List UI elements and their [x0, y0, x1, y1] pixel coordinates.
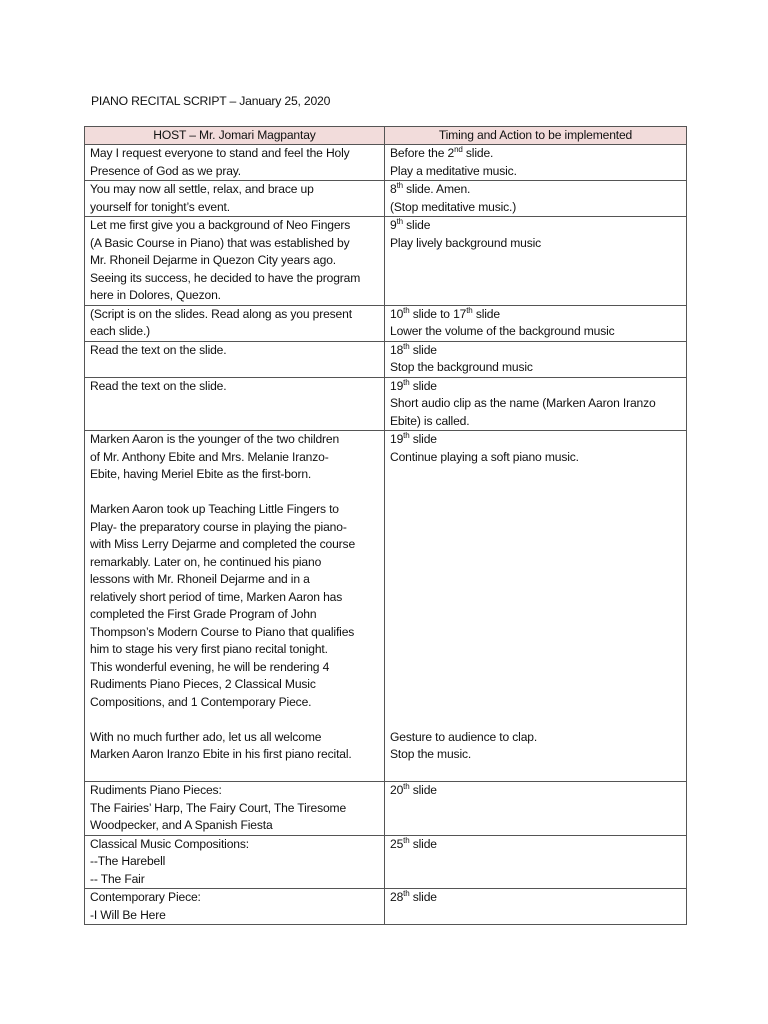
- cell-line: [390, 342, 681, 360]
- cell-line: [390, 889, 681, 907]
- timing-action-cell: [385, 782, 687, 836]
- host-script-cell: [85, 145, 385, 181]
- cell-line: Presence of God as we pray.: [90, 163, 242, 178]
- table-row: [85, 889, 687, 925]
- cell-line: [390, 306, 681, 324]
- line-text: 19: [390, 432, 404, 446]
- blank-line: [390, 641, 681, 659]
- cell-line: [390, 782, 681, 800]
- blank-line: [390, 589, 681, 607]
- cell-line: May I request everyone to stand and feel the Holy: [90, 146, 350, 160]
- blank-line: [390, 711, 681, 729]
- cell-line: of Mr. Anthony Ebite and Mrs. Melanie Iranzo-: [90, 449, 329, 464]
- line-text: slide: [409, 890, 437, 904]
- ordinal-suffix: th: [403, 377, 410, 387]
- line-text: 25: [390, 836, 404, 851]
- line-text: slide to 17: [409, 306, 467, 321]
- cell-line: Play- the preparatory course in playing the piano-: [90, 519, 347, 534]
- ordinal-suffix: th: [403, 888, 410, 898]
- cell-line: Let me first give you a background of Neo Fingers: [90, 218, 351, 232]
- cell-line: lessons with Mr. Rhoneil Dejarme and in a: [90, 572, 310, 586]
- ordinal-suffix: th: [403, 341, 410, 351]
- cell-line: Compositions, and 1 Contemporary Piece.: [90, 694, 312, 709]
- table-header-row: [85, 127, 687, 145]
- line-text: 10: [390, 306, 404, 321]
- cell-line: The Fairies’ Harp, The Fairy Court, The Tiresome: [90, 800, 347, 815]
- cell-line: Read the text on the slide.: [90, 342, 227, 357]
- blank-line: [390, 501, 681, 519]
- ordinal-suffix: th: [403, 835, 410, 845]
- host-script-cell: [85, 305, 385, 341]
- host-script-cell: [85, 341, 385, 377]
- cell-line: Rudiments Piano Pieces:: [90, 783, 222, 797]
- table-body: [85, 145, 687, 925]
- cell-line: --The Harebell: [90, 854, 166, 868]
- cell-line: Short audio clip as the name (Marken Aaron Iranzo: [390, 396, 656, 410]
- timing-action-cell: [385, 181, 687, 217]
- cell-line: -- The Fair: [90, 871, 145, 886]
- table-row: [85, 145, 687, 181]
- ordinal-suffix: th: [466, 305, 473, 315]
- line-text: slide: [472, 306, 500, 321]
- blank-line: [390, 676, 681, 694]
- cell-line: [390, 836, 681, 854]
- blank-line: [390, 519, 681, 537]
- cell-line: Woodpecker, and A Spanish Fiesta: [90, 818, 273, 832]
- ordinal-suffix: nd: [454, 144, 463, 154]
- timing-action-cell: [385, 305, 687, 341]
- blank-line: [390, 606, 681, 624]
- table-row: [85, 782, 687, 836]
- cell-line: (Script is on the slides. Read along as you present: [90, 306, 352, 321]
- table-row: [85, 431, 687, 782]
- line-text: slide.: [462, 146, 494, 160]
- cell-line: This wonderful evening, he will be rendering 4: [90, 659, 330, 674]
- blank-line: [90, 484, 379, 502]
- blank-line: [390, 659, 681, 677]
- cell-line: -I Will Be Here: [90, 907, 166, 922]
- host-script-cell: [85, 782, 385, 836]
- cell-line: yourself for tonight’s event.: [90, 199, 230, 214]
- cell-line: here in Dolores, Quezon.: [90, 288, 221, 302]
- line-text: 19: [390, 378, 404, 393]
- blank-line: [390, 466, 681, 484]
- table-row: [85, 835, 687, 889]
- cell-line: Stop the music.: [390, 747, 472, 761]
- line-text: 18: [390, 342, 404, 357]
- cell-line: Rudiments Piano Pieces, 2 Classical Music: [90, 677, 316, 691]
- cell-line: relatively short period of time, Marken Aaron has: [90, 589, 343, 604]
- ordinal-suffix: th: [403, 781, 410, 791]
- line-text: slide: [409, 432, 437, 446]
- ordinal-suffix: th: [403, 305, 410, 315]
- cell-line: him to stage his very first piano recital tonight.: [90, 642, 328, 656]
- timing-action-cell: [385, 377, 687, 431]
- cell-line: (A Basic Course in Piano) that was established by: [90, 235, 350, 250]
- cell-line: with Miss Lerry Dejarme and completed the course: [90, 537, 356, 551]
- cell-line: Marken Aaron took up Teaching Little Fingers to: [90, 502, 339, 516]
- blank-line: [390, 554, 681, 572]
- host-script-cell: [85, 217, 385, 306]
- cell-line: Stop the background music: [390, 360, 533, 374]
- line-text: slide: [402, 218, 431, 232]
- cell-line: [390, 431, 681, 449]
- cell-line: With no much further ado, let us all welcome: [90, 729, 322, 744]
- timing-action-cell: [385, 431, 687, 782]
- cell-line: completed the First Grade Program of John: [90, 607, 317, 621]
- line-text: slide: [409, 342, 437, 357]
- cell-line: Play a meditative music.: [390, 163, 517, 178]
- cell-line: [390, 378, 681, 396]
- host-script-cell: [85, 835, 385, 889]
- timing-action-cell: [385, 145, 687, 181]
- cell-line: Marken Aaron Iranzo Ebite in his first piano recital.: [90, 747, 352, 761]
- line-text: slide. Amen.: [402, 182, 471, 196]
- host-script-cell: [85, 377, 385, 431]
- cell-line: Lower the volume of the background music: [390, 324, 615, 338]
- cell-line: [390, 145, 681, 163]
- cell-line: Mr. Rhoneil Dejarme in Quezon City years ago.: [90, 253, 336, 267]
- line-text: slide: [409, 836, 437, 851]
- cell-line: Ebite) is called.: [390, 413, 470, 428]
- cell-line: Ebite, having Meriel Ebite as the first-born.: [90, 467, 312, 481]
- cell-line: [390, 181, 681, 199]
- cell-line: Contemporary Piece:: [90, 890, 201, 904]
- blank-line: [390, 484, 681, 502]
- ordinal-suffix: th: [396, 216, 403, 226]
- ordinal-suffix: th: [403, 430, 410, 440]
- recital-script-table: [84, 126, 687, 925]
- timing-action-cell: [385, 835, 687, 889]
- table-row: [85, 181, 687, 217]
- blank-line: [90, 711, 379, 729]
- host-script-cell: [85, 889, 385, 925]
- cell-line: Classical Music Compositions:: [90, 836, 249, 851]
- table-row: [85, 377, 687, 431]
- timing-action-cell: [385, 341, 687, 377]
- timing-action-cell: [385, 217, 687, 306]
- line-text: 28: [390, 890, 404, 904]
- cell-line: Read the text on the slide.: [90, 378, 227, 393]
- cell-line: Thompson’s Modern Course to Piano that qualifies: [90, 624, 355, 639]
- blank-line: [390, 624, 681, 642]
- cell-line: Play lively background music: [390, 235, 542, 250]
- cell-line: [390, 217, 681, 235]
- cell-line: Continue playing a soft piano music.: [390, 449, 579, 464]
- cell-line: remarkably. Later on, he continued his piano: [90, 554, 322, 569]
- cell-line: You may now all settle, relax, and brace up: [90, 182, 314, 196]
- host-column-header: HOST – Mr. Jomari Magpantay: [85, 127, 385, 145]
- host-script-cell: [85, 181, 385, 217]
- ordinal-suffix: th: [396, 180, 403, 190]
- document-title: PIANO RECITAL SCRIPT – January 25, 2020: [91, 94, 331, 108]
- blank-line: [390, 571, 681, 589]
- table-row: [85, 305, 687, 341]
- cell-line: Seeing its success, he decided to have the program: [90, 270, 361, 285]
- timing-action-cell: [385, 889, 687, 925]
- line-text: slide: [409, 378, 437, 393]
- line-text: 20: [390, 783, 404, 797]
- line-text: 9: [390, 218, 397, 232]
- table-row: [85, 217, 687, 306]
- cell-line: Gesture to audience to clap.: [390, 729, 538, 744]
- line-text: Before the 2: [390, 146, 455, 160]
- timing-column-header: Timing and Action to be implemented: [385, 127, 687, 145]
- blank-line: [390, 536, 681, 554]
- blank-line: [390, 694, 681, 712]
- cell-line: each slide.): [90, 324, 151, 338]
- host-script-cell: [85, 431, 385, 782]
- cell-line: (Stop meditative music.): [390, 199, 517, 214]
- blank-line: [90, 764, 379, 782]
- line-text: slide: [409, 783, 437, 797]
- table-row: [85, 341, 687, 377]
- cell-line: Marken Aaron is the younger of the two children: [90, 432, 340, 446]
- line-text: 8: [390, 182, 397, 196]
